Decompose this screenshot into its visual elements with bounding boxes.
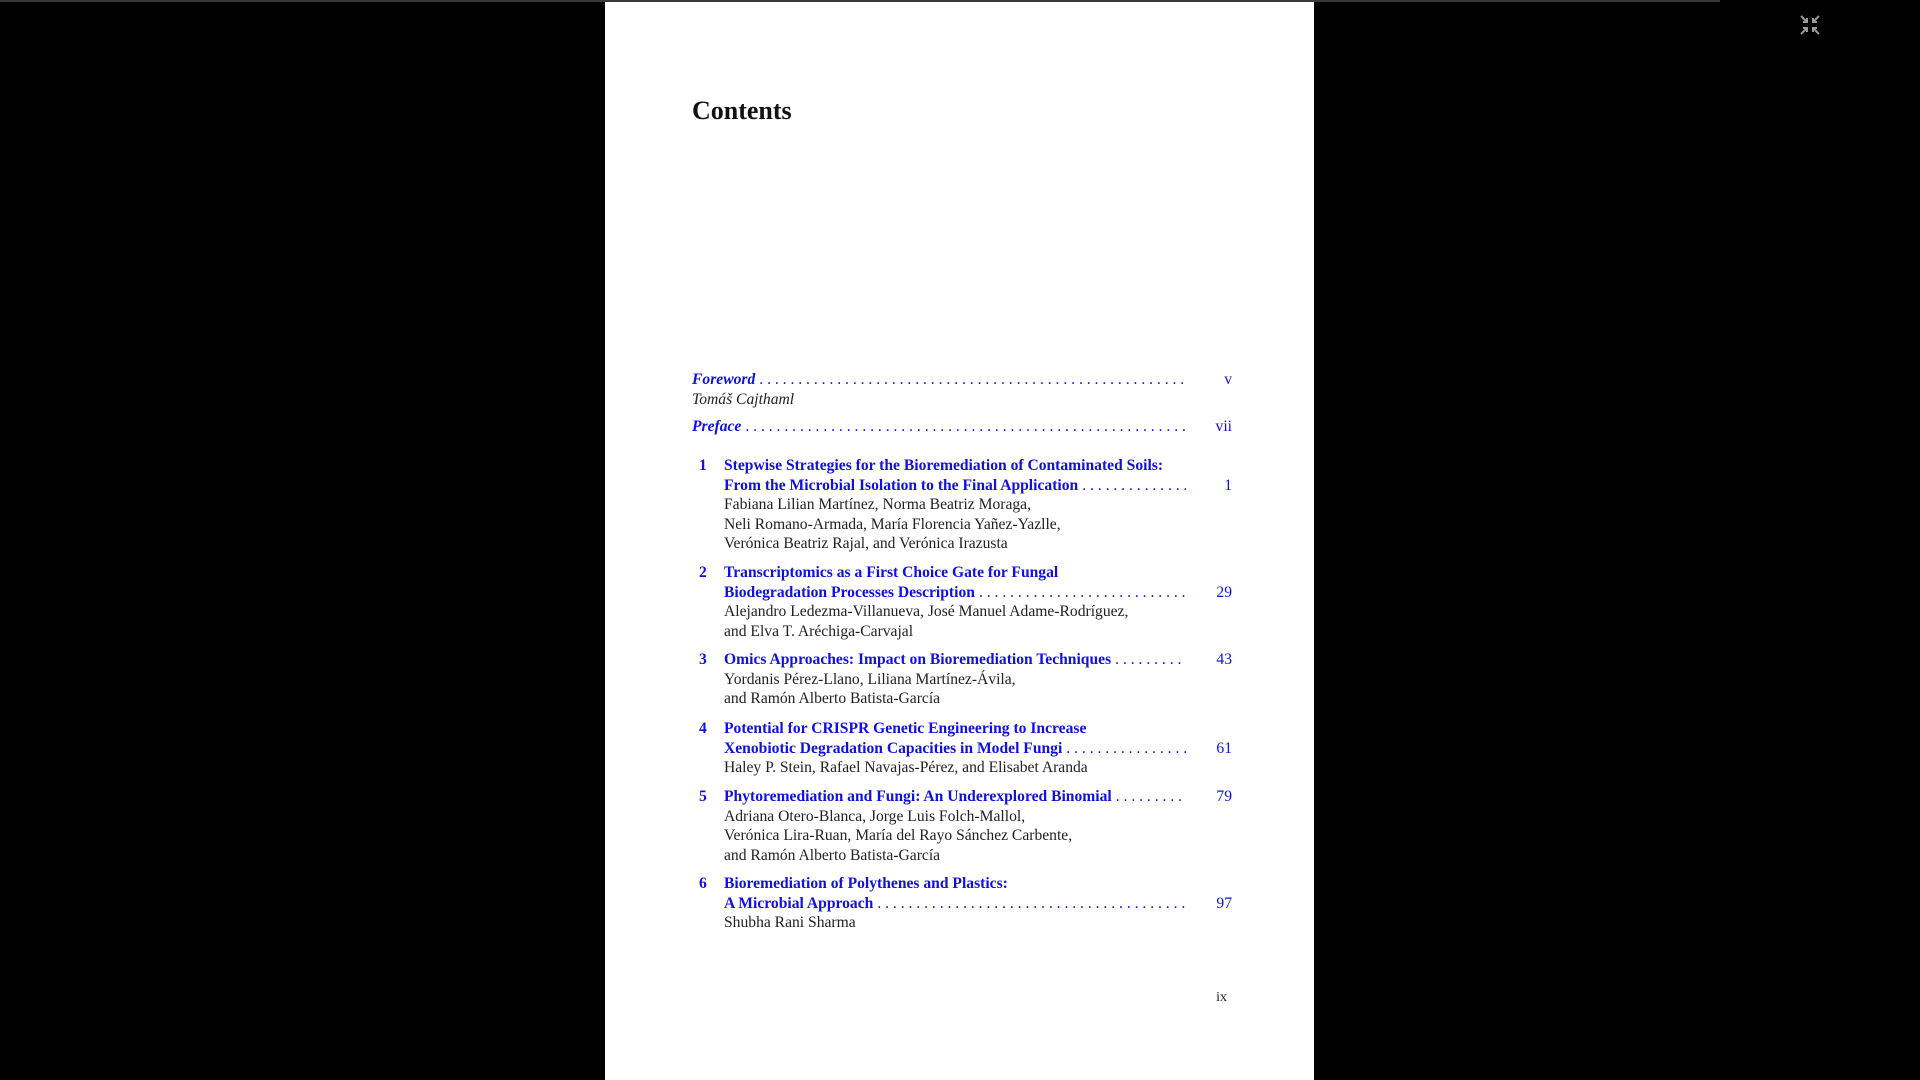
toc-author: Tomáš Cajthaml bbox=[692, 390, 795, 408]
toc-page[interactable]: v bbox=[1224, 371, 1232, 388]
chapter-number: 3 bbox=[699, 651, 707, 668]
toc-chapter-5[interactable] bbox=[692, 787, 1232, 865]
toc-title[interactable]: Foreword bbox=[692, 371, 756, 388]
dot-leader bbox=[1115, 650, 1186, 670]
chapter-authors: Verónica Lira-Ruan, María del Rayo Sánchez Carbente, bbox=[724, 827, 1073, 844]
chapter-title[interactable]: Phytoremediation and Fungi: An Underexplored Binomial bbox=[724, 788, 1112, 805]
toc-page[interactable]: 61 bbox=[1216, 739, 1232, 757]
dot-leader bbox=[979, 583, 1186, 603]
toc-page[interactable]: 43 bbox=[1216, 651, 1232, 668]
chapter-authors: Fabiana Lilian Martínez, Norma Beatriz Moraga, bbox=[724, 496, 1031, 513]
toc-page[interactable]: 29 bbox=[1216, 583, 1232, 601]
toc-page[interactable]: 97 bbox=[1216, 894, 1232, 912]
chapter-number: 2 bbox=[699, 564, 707, 581]
toc-page[interactable]: vii bbox=[1215, 418, 1232, 435]
document-page bbox=[605, 2, 1314, 1080]
toc-chapter-6[interactable] bbox=[692, 874, 1232, 933]
toc-chapter-3[interactable] bbox=[692, 650, 1232, 709]
chapter-title[interactable]: Xenobiotic Degradation Capacities in Model Fungi bbox=[724, 739, 1063, 757]
chapter-authors: and Ramón Alberto Batista-García bbox=[724, 690, 941, 707]
toc-title[interactable]: Preface bbox=[692, 418, 742, 435]
chapter-title[interactable]: Omics Approaches: Impact on Bioremediation Techniques bbox=[724, 651, 1112, 668]
chapter-number: 4 bbox=[699, 720, 707, 737]
chapter-number: 6 bbox=[699, 875, 707, 892]
toc-page[interactable]: 79 bbox=[1216, 788, 1232, 805]
chapter-authors: Alejandro Ledezma-Villanueva, José Manuel Adame-Rodríguez, bbox=[724, 603, 1129, 620]
dot-leader bbox=[1116, 787, 1186, 807]
toc-chapter-2[interactable] bbox=[692, 563, 1232, 641]
chapter-authors: Neli Romano-Armada, María Florencia Yañez-Yazlle, bbox=[724, 515, 1061, 533]
chapter-title[interactable]: Biodegradation Processes Description bbox=[724, 583, 975, 601]
exit-fullscreen-button[interactable] bbox=[1799, 14, 1821, 36]
chapter-authors: and Ramón Alberto Batista-García bbox=[724, 846, 941, 864]
dot-leader bbox=[877, 894, 1186, 914]
dot-leader bbox=[759, 370, 1186, 390]
toc-entry-preface[interactable] bbox=[692, 417, 1232, 437]
chapter-number: 1 bbox=[699, 457, 707, 474]
chapter-title[interactable]: Transcriptomics as a First Choice Gate for Fungal bbox=[724, 564, 1059, 581]
chapter-title[interactable]: Bioremediation of Polythenes and Plastics: bbox=[724, 875, 1008, 892]
toc-entry-foreword[interactable] bbox=[692, 370, 1232, 409]
chapter-authors: Haley P. Stein, Rafael Navajas-Pérez, and Elisabet Aranda bbox=[724, 759, 1088, 776]
dot-leader bbox=[1066, 739, 1186, 759]
chapter-authors: Verónica Beatriz Rajal, and Verónica Irazusta bbox=[724, 535, 1008, 552]
page-title: Contents bbox=[692, 96, 792, 125]
chapter-authors: Shubha Rani Sharma bbox=[724, 914, 856, 931]
toc-chapter-4[interactable] bbox=[692, 719, 1232, 778]
chapter-title[interactable]: Stepwise Strategies for the Bioremediation of Contaminated Soils: bbox=[724, 457, 1164, 474]
chapter-authors: Yordanis Pérez-Llano, Liliana Martínez-Ávila, bbox=[724, 670, 1016, 688]
chapter-title[interactable]: Potential for CRISPR Genetic Engineering to Increase bbox=[724, 720, 1087, 737]
exit-fullscreen-icon bbox=[1799, 14, 1821, 36]
dot-leader bbox=[745, 417, 1186, 437]
chapter-authors: and Elva T. Aréchiga-Carvajal bbox=[724, 622, 914, 640]
toc-page[interactable]: 1 bbox=[1224, 476, 1232, 494]
chapter-title[interactable]: A Microbial Approach bbox=[724, 894, 874, 912]
toc-chapter-1[interactable] bbox=[692, 456, 1232, 554]
page-number: ix bbox=[1216, 990, 1227, 1005]
dot-leader bbox=[1082, 476, 1186, 496]
chapter-title[interactable]: From the Microbial Isolation to the Final Application bbox=[724, 476, 1079, 494]
chapter-authors: Adriana Otero-Blanca, Jorge Luis Folch-Mallol, bbox=[724, 807, 1026, 825]
chapter-number: 5 bbox=[699, 788, 707, 805]
